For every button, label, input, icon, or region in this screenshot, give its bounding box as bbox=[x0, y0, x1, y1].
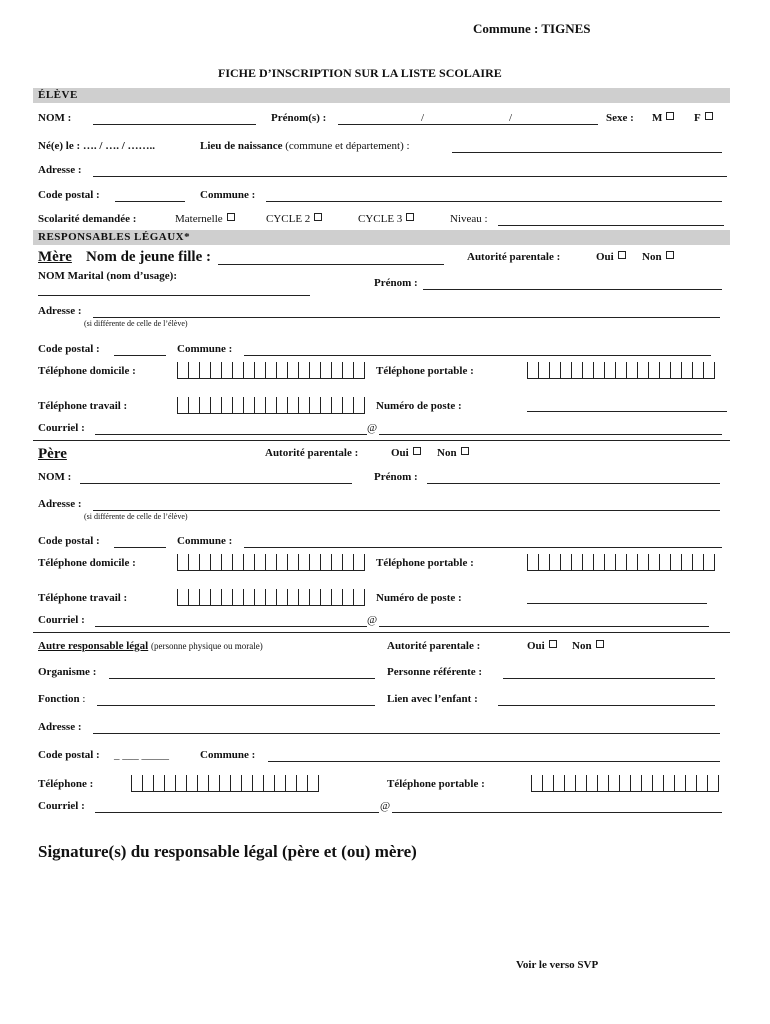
verso-note: Voir le verso SVP bbox=[516, 959, 599, 971]
mere-prenom-field[interactable] bbox=[423, 289, 722, 290]
mere-poste-field[interactable] bbox=[527, 411, 727, 412]
slash-1: / bbox=[421, 112, 425, 124]
autre-organisme-label: Organisme : bbox=[38, 666, 97, 678]
pere-at-sign: @ bbox=[367, 614, 378, 626]
eleve-ne-le: Né(e) le : …. / …. / …….. bbox=[38, 140, 155, 152]
eleve-sexe-label: Sexe : bbox=[606, 112, 634, 124]
eleve-prenom-field[interactable] bbox=[338, 124, 598, 125]
mere-autorite-non[interactable] bbox=[642, 251, 674, 263]
mere-tel-travail-label: Téléphone travail : bbox=[38, 400, 128, 412]
pere-tel-domicile-field[interactable] bbox=[177, 554, 365, 571]
pere-tel-portable-field[interactable] bbox=[527, 554, 715, 571]
mere-courriel-user-field[interactable] bbox=[95, 434, 367, 435]
niveau-field[interactable] bbox=[498, 225, 724, 226]
mere-non-label: Non bbox=[642, 251, 662, 263]
mere-tel-travail-field[interactable] bbox=[177, 397, 365, 414]
pere-nom-label: NOM : bbox=[38, 471, 72, 483]
autre-commune-label: Commune : bbox=[200, 749, 256, 761]
pere-nom-field[interactable] bbox=[80, 483, 352, 484]
mere-oui-label: Oui bbox=[596, 251, 614, 263]
maternelle-checkbox[interactable] bbox=[227, 213, 235, 221]
mere-title: Mère bbox=[38, 249, 72, 265]
eleve-nom-field[interactable] bbox=[93, 124, 256, 125]
mere-courriel-domain-field[interactable] bbox=[379, 434, 722, 435]
eleve-lieu-field[interactable] bbox=[452, 152, 722, 153]
mere-non-checkbox[interactable] bbox=[666, 251, 674, 259]
maternelle-label: Maternelle bbox=[175, 213, 223, 225]
pere-non-label: Non bbox=[437, 447, 457, 459]
autre-oui-label: Oui bbox=[527, 640, 545, 652]
sexe-f-label: F bbox=[694, 112, 701, 124]
autre-non-label: Non bbox=[572, 640, 592, 652]
mere-cp-field[interactable] bbox=[114, 355, 166, 356]
slash-2: / bbox=[509, 112, 513, 124]
autre-non-checkbox[interactable] bbox=[596, 640, 604, 648]
autre-lien-label: Lien avec l’enfant : bbox=[387, 693, 478, 705]
mere-cp-label: Code postal : bbox=[38, 343, 100, 355]
sexe-m-label: M bbox=[652, 112, 663, 124]
pere-prenom-label: Prénom : bbox=[374, 471, 418, 483]
mere-nom-jeune-fille-label: Nom de jeune fille : bbox=[86, 249, 211, 265]
pere-commune-label: Commune : bbox=[177, 535, 233, 547]
autre-telephone-label: Téléphone : bbox=[38, 778, 94, 790]
eleve-lieu-label: Lieu de naissance (commune et département) : bbox=[200, 140, 410, 152]
mere-adresse-hint: (si différente de celle de l’élève) bbox=[84, 319, 188, 328]
autre-title: Autre responsable légal (personne physique ou morale) bbox=[38, 640, 263, 652]
pere-autorite-oui[interactable] bbox=[391, 447, 421, 459]
page-title: FICHE D’INSCRIPTION SUR LA LISTE SCOLAIRE bbox=[218, 66, 502, 80]
niveau-label: Niveau : bbox=[450, 213, 488, 225]
pere-adresse-hint: (si différente de celle de l’élève) bbox=[84, 512, 188, 521]
autre-adresse-field[interactable] bbox=[93, 733, 720, 734]
option-maternelle[interactable] bbox=[175, 213, 235, 225]
pere-poste-label: Numéro de poste : bbox=[376, 592, 462, 604]
autre-fonction-field[interactable] bbox=[97, 705, 375, 706]
mere-tel-domicile-label: Téléphone domicile : bbox=[38, 365, 136, 377]
eleve-cp-label: Code postal : bbox=[38, 189, 100, 201]
autre-oui-checkbox[interactable] bbox=[549, 640, 557, 648]
pere-cp-label: Code postal : bbox=[38, 535, 100, 547]
sexe-m-option[interactable] bbox=[652, 112, 674, 124]
pere-title: Père bbox=[38, 446, 67, 462]
autre-at-sign: @ bbox=[380, 800, 391, 812]
mere-tel-portable-label: Téléphone portable : bbox=[376, 365, 474, 377]
autre-autorite-label: Autorité parentale : bbox=[387, 640, 481, 652]
pere-tel-travail-field[interactable] bbox=[177, 589, 365, 606]
mere-oui-checkbox[interactable] bbox=[618, 251, 626, 259]
pere-cp-field[interactable] bbox=[114, 547, 166, 548]
mere-tel-domicile-field[interactable] bbox=[177, 362, 365, 379]
pere-non-checkbox[interactable] bbox=[461, 447, 469, 455]
cycle3-label: CYCLE 3 bbox=[358, 213, 403, 225]
autre-telephone-field[interactable] bbox=[131, 775, 319, 792]
autre-adresse-label: Adresse : bbox=[38, 721, 82, 733]
mere-prenom-label: Prénom : bbox=[374, 277, 418, 289]
pere-tel-travail-label: Téléphone travail : bbox=[38, 592, 128, 604]
mere-at-sign: @ bbox=[367, 422, 378, 434]
mere-nom-marital-label: NOM Marital (nom d’usage): bbox=[38, 270, 178, 282]
mere-adresse-field[interactable] bbox=[93, 317, 720, 318]
autre-tel-portable-label: Téléphone portable : bbox=[387, 778, 485, 790]
pere-adresse-field[interactable] bbox=[93, 510, 720, 511]
sexe-m-checkbox[interactable] bbox=[666, 112, 674, 120]
pere-commune-field[interactable] bbox=[244, 547, 722, 548]
cycle3-checkbox[interactable] bbox=[406, 213, 414, 221]
eleve-adresse-field[interactable] bbox=[93, 176, 727, 177]
mere-autorite-label: Autorité parentale : bbox=[467, 251, 561, 263]
pere-tel-portable-label: Téléphone portable : bbox=[376, 557, 474, 569]
cycle2-label: CYCLE 2 bbox=[266, 213, 311, 225]
separator-mere bbox=[33, 440, 730, 441]
separator-pere bbox=[33, 632, 730, 633]
eleve-commune-field[interactable] bbox=[266, 201, 722, 202]
mere-nom-marital-field[interactable] bbox=[38, 295, 310, 296]
pere-autorite-non[interactable] bbox=[437, 447, 469, 459]
autre-autorite-oui[interactable] bbox=[527, 640, 557, 652]
eleve-commune-label: Commune : bbox=[200, 189, 256, 201]
pere-oui-checkbox[interactable] bbox=[413, 447, 421, 455]
pere-tel-domicile-label: Téléphone domicile : bbox=[38, 557, 136, 569]
autre-organisme-field[interactable] bbox=[109, 678, 375, 679]
pere-poste-field[interactable] bbox=[527, 603, 707, 604]
autre-fonction-label: Fonction : bbox=[38, 693, 86, 705]
autre-personne-ref-label: Personne référente : bbox=[387, 666, 483, 678]
eleve-nom-label: NOM : bbox=[38, 112, 72, 124]
pere-adresse-label: Adresse : bbox=[38, 498, 82, 510]
autre-courriel-domain-field[interactable] bbox=[392, 812, 722, 813]
mere-autorite-oui[interactable] bbox=[596, 251, 626, 263]
autre-courriel-label: Courriel : bbox=[38, 800, 85, 812]
eleve-prenom-label: Prénom(s) : bbox=[271, 112, 327, 124]
autre-commune-field[interactable] bbox=[268, 761, 720, 762]
mere-courriel-label: Courriel : bbox=[38, 422, 85, 434]
pere-prenom-field[interactable] bbox=[427, 483, 720, 484]
signature-heading: Signature(s) du responsable légal (père et (ou) mère) bbox=[38, 842, 417, 861]
section-eleve: ÉLÈVE bbox=[33, 88, 730, 103]
autre-autorite-non[interactable] bbox=[572, 640, 604, 652]
pere-courriel-domain-field[interactable] bbox=[379, 626, 709, 627]
scolarite-label: Scolarité demandée : bbox=[38, 213, 137, 225]
mere-nom-jeune-fille-field[interactable] bbox=[218, 264, 444, 265]
autre-personne-ref-field[interactable] bbox=[503, 678, 715, 679]
pere-oui-label: Oui bbox=[391, 447, 409, 459]
pere-courriel-label: Courriel : bbox=[38, 614, 85, 626]
autre-tel-portable-field[interactable] bbox=[531, 775, 719, 792]
autre-lien-field[interactable] bbox=[498, 705, 715, 706]
commune-header: Commune : TIGNES bbox=[473, 21, 591, 36]
pere-autorite-label: Autorité parentale : bbox=[265, 447, 359, 459]
option-cycle2[interactable] bbox=[266, 213, 322, 225]
sexe-f-checkbox[interactable] bbox=[705, 112, 713, 120]
option-cycle3[interactable] bbox=[358, 213, 414, 225]
eleve-adresse-label: Adresse : bbox=[38, 164, 82, 176]
autre-cp-label: Code postal : bbox=[38, 749, 100, 761]
pere-courriel-user-field[interactable] bbox=[95, 626, 367, 627]
eleve-cp-field[interactable] bbox=[115, 201, 185, 202]
mere-adresse-label: Adresse : bbox=[38, 305, 82, 317]
mere-tel-portable-field[interactable] bbox=[527, 362, 715, 379]
autre-courriel-user-field[interactable] bbox=[95, 812, 379, 813]
mere-poste-label: Numéro de poste : bbox=[376, 400, 462, 412]
mere-commune-field[interactable] bbox=[244, 355, 711, 356]
cycle2-checkbox[interactable] bbox=[314, 213, 322, 221]
mere-commune-label: Commune : bbox=[177, 343, 233, 355]
section-responsables: RESPONSABLES LÉGAUX* bbox=[33, 230, 730, 245]
autre-cp-field[interactable]: _ ___ _____ bbox=[114, 749, 169, 761]
sexe-f-option[interactable] bbox=[694, 112, 713, 124]
